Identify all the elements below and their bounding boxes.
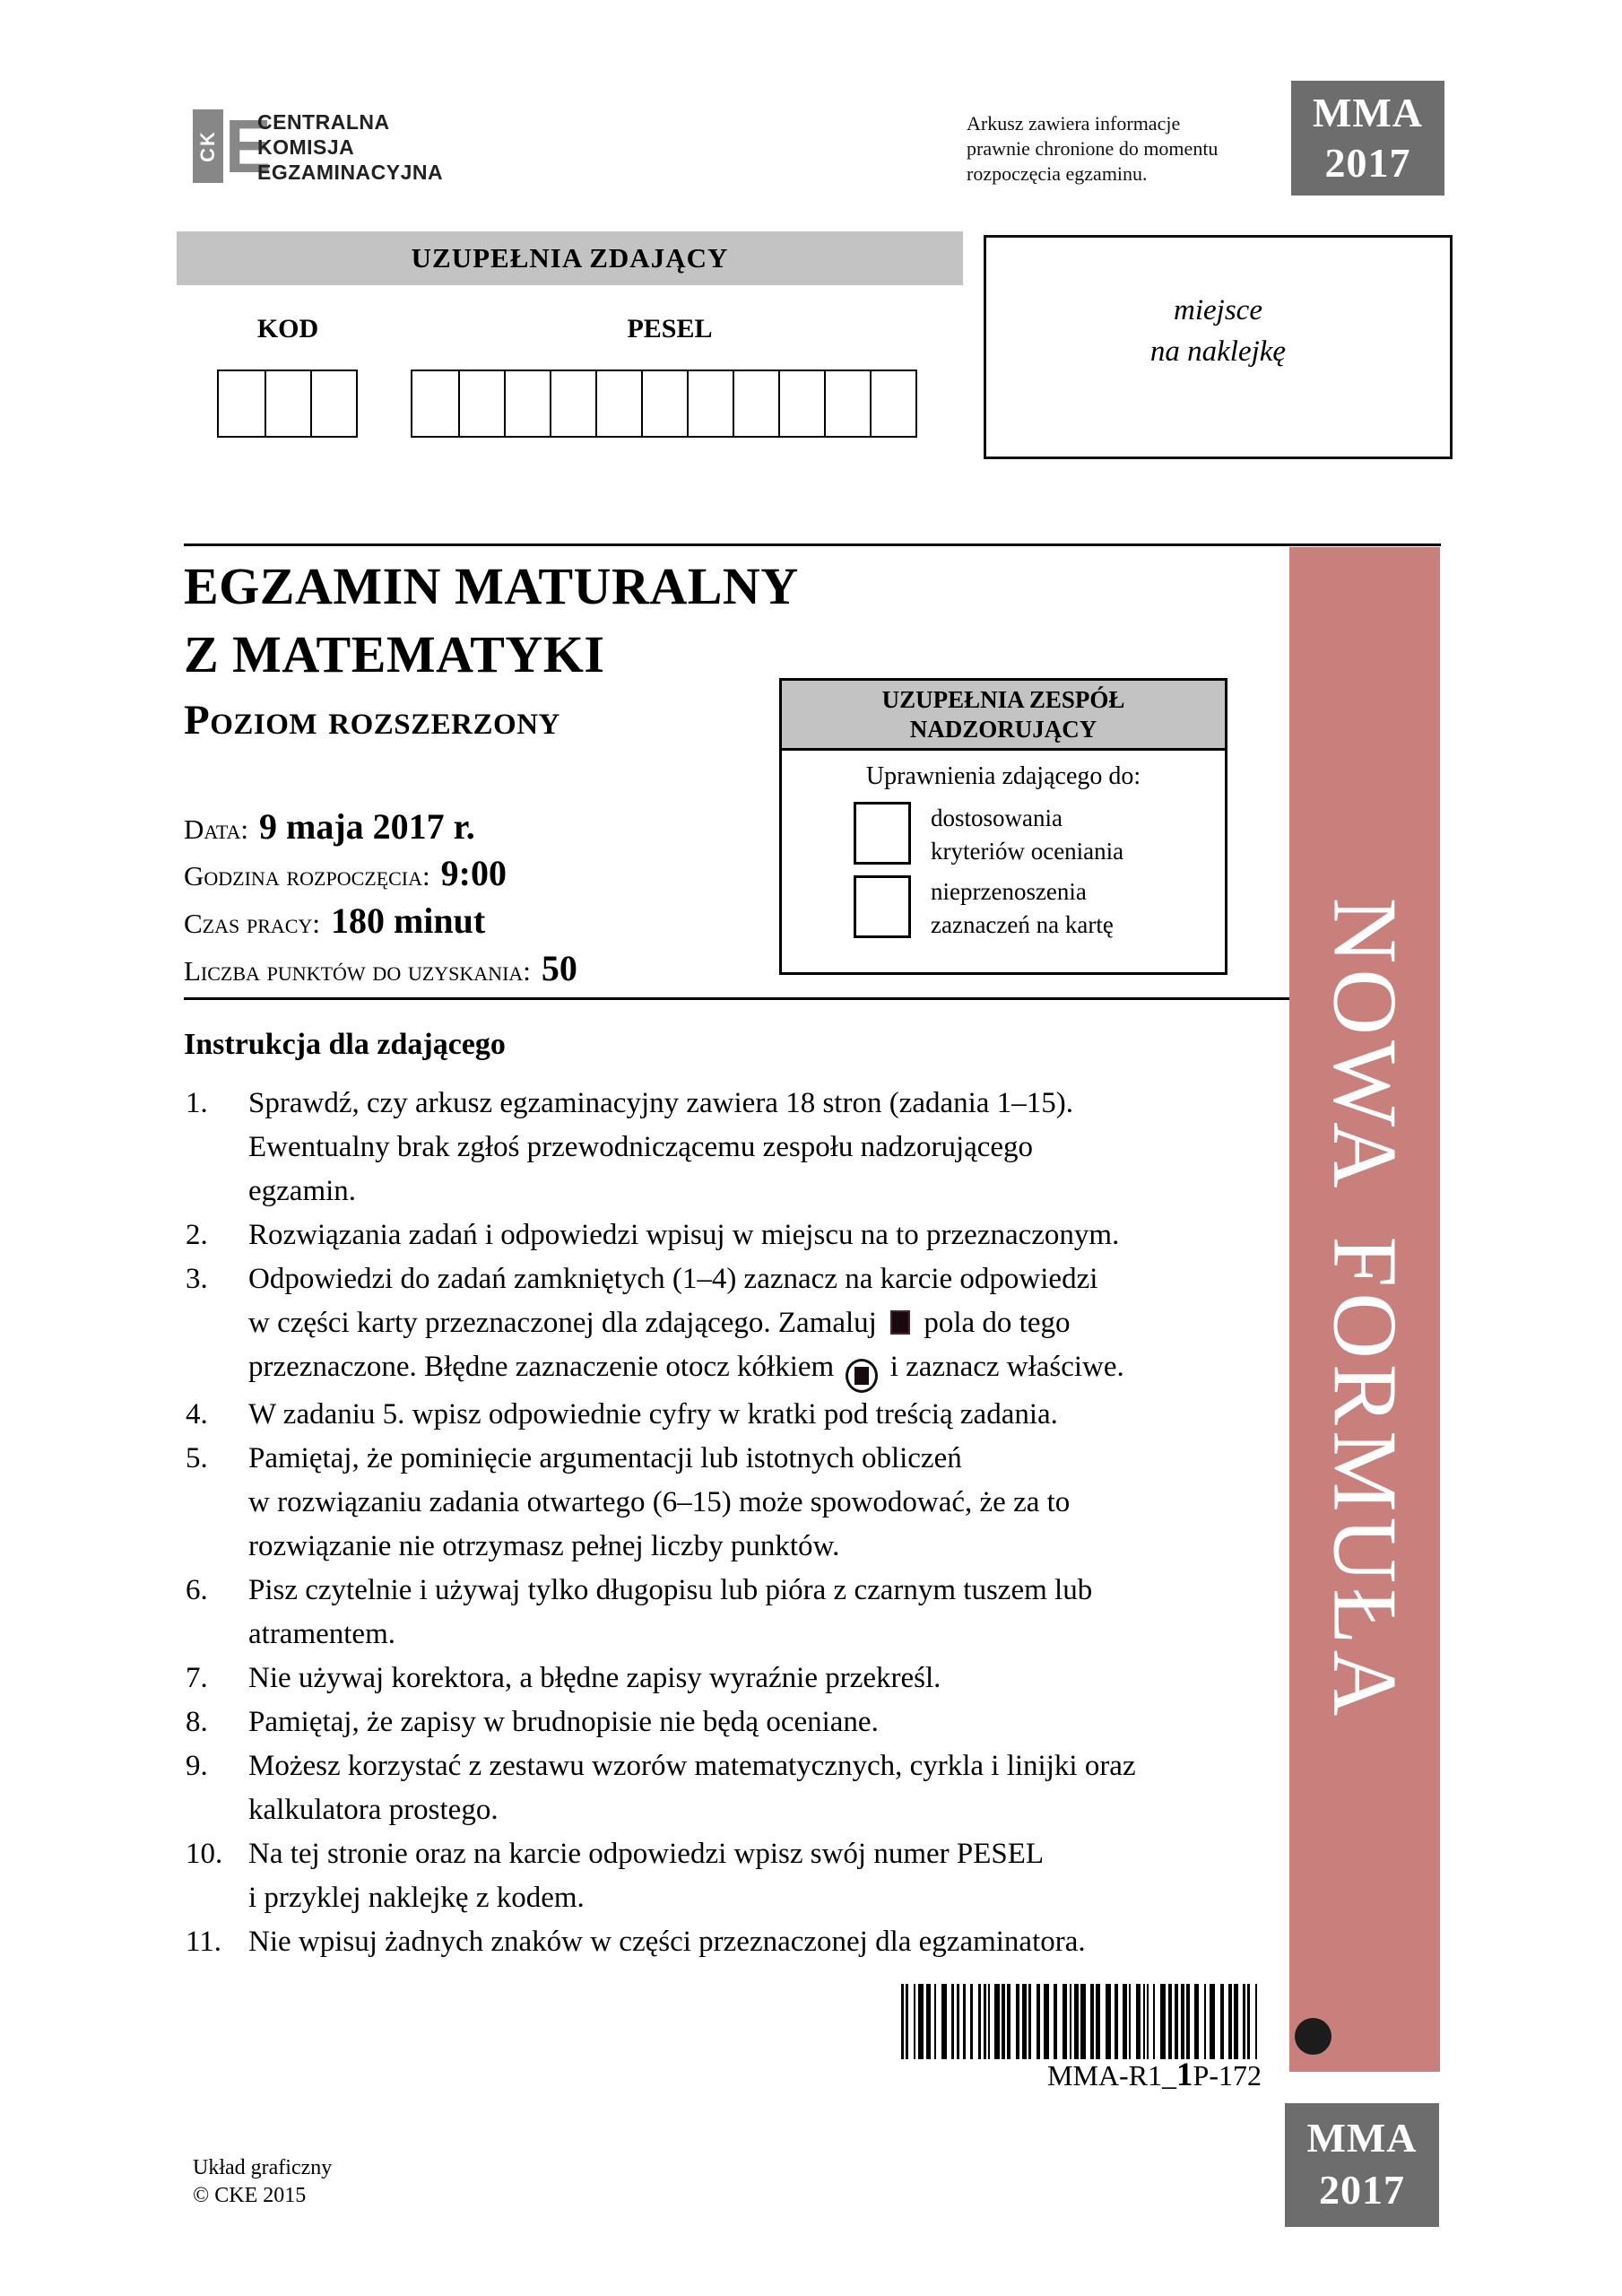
- badge-line: 2017: [1324, 140, 1411, 186]
- meta-value: 9:00: [440, 853, 507, 893]
- instruction-item: [184, 1744, 1300, 1832]
- sticker-text-line: miejsce: [1174, 294, 1262, 326]
- instruction-line: rozwiązanie nie otrzymasz pełnej liczby punktów.: [248, 1530, 840, 1562]
- legal-notice-line: Arkusz zawiera informacje: [967, 112, 1181, 135]
- pesel-cell[interactable]: [412, 371, 458, 436]
- meta-value: 180 minut: [330, 900, 486, 941]
- exam-title-line2: Z MATEMATYKI: [184, 625, 605, 683]
- instruction-item: [184, 1920, 1300, 1964]
- meta-label: Godzina rozpoczęcia:: [184, 860, 430, 891]
- instruction-number: 10.: [186, 1838, 223, 1870]
- option-label-line: dostosowania: [931, 804, 1063, 831]
- badge-line: MMA: [1306, 2115, 1418, 2161]
- instruction-number: 4.: [186, 1398, 208, 1431]
- option-label-line: kryteriów oceniania: [931, 838, 1124, 865]
- instruction-item: [184, 1569, 1300, 1657]
- instruction-number: 1.: [186, 1087, 208, 1119]
- option-row-nieprzenoszenia: [854, 875, 1225, 942]
- kod-cell[interactable]: [310, 371, 356, 436]
- instruction-line: Pamiętaj, że pominięcie argumentacji lub istotnych obliczeń: [248, 1442, 962, 1474]
- pesel-cell[interactable]: [458, 371, 504, 436]
- circled-square-inner: [854, 1367, 869, 1385]
- option-label-line: zaznaczeń na kartę: [931, 911, 1114, 938]
- pesel-cell[interactable]: [778, 371, 824, 436]
- nowa-formula-text: NOWA FORMUŁA: [1314, 897, 1416, 1722]
- meta-row-czas: [184, 900, 485, 942]
- exam-level: Poziom rozszerzony: [184, 697, 560, 744]
- meta-label: Data:: [184, 813, 249, 845]
- instruction-number: 11.: [186, 1926, 222, 1958]
- instruction-line: Nie wpisuj żadnych znaków w części przeznaczonej dla egzaminatora.: [248, 1926, 1086, 1958]
- instruction-item: [184, 1257, 1300, 1393]
- cke-logo-ck-text: CK: [196, 130, 219, 162]
- layout-credit-line: Układ graficzny: [193, 2156, 333, 2179]
- candidate-section-title: UZUPEŁNIA ZDAJĄCY: [411, 242, 729, 274]
- checkbox-dostosowania[interactable]: [854, 802, 911, 865]
- instruction-item: [184, 1700, 1300, 1744]
- kod-label: KOD: [256, 314, 319, 344]
- exam-code-badge-top: [1291, 81, 1444, 196]
- instruction-line: Rozwiązania zadań i odpowiedzi wpisuj w miejscu na to przeznaczonym.: [248, 1219, 1120, 1251]
- supervisor-header-line: UZUPEŁNIA ZESPÓŁ: [881, 686, 1125, 713]
- arkusz-code: [901, 2056, 1262, 2094]
- instructions-heading: Instrukcja dla zdającego: [184, 1028, 506, 1061]
- instruction-line: Pisz czytelnie i używaj tylko długopisu lub pióra z czarnym tuszem lub: [248, 1574, 1093, 1606]
- legal-notice-line: rozpoczęcia egzaminu.: [967, 162, 1148, 185]
- instruction-number: 6.: [186, 1574, 208, 1606]
- registration-dot: [1295, 2018, 1331, 2055]
- instruction-line: Ewentualny brak zgłoś przewodniczącemu zespołu nadzorującego: [248, 1131, 1034, 1163]
- legal-notice: [967, 111, 1218, 187]
- meta-row-godzina: [184, 852, 507, 894]
- pesel-cell[interactable]: [504, 371, 550, 436]
- filled-square-icon: [890, 1310, 910, 1335]
- arkusz-code-part: P-172: [1193, 2059, 1262, 2092]
- option-label: [931, 802, 1123, 868]
- instruction-line: atramentem.: [248, 1618, 396, 1650]
- arkusz-code-part: MMA-R1_: [1047, 2059, 1177, 2092]
- supervisor-section-header: [782, 681, 1225, 751]
- option-label-line: nieprzenoszenia: [931, 878, 1087, 905]
- instruction-line: przeznaczone. Błędne zaznaczenie otocz kółkiem i zaznacz właściwe.: [248, 1345, 1300, 1393]
- meta-label: Liczba punktów do uzyskania:: [184, 955, 531, 987]
- instruction-number: 3.: [186, 1263, 208, 1295]
- meta-value: 9 maja 2017 r.: [259, 806, 475, 847]
- badge-line: 2017: [1319, 2167, 1405, 2213]
- option-row-dostosowania: [854, 802, 1225, 868]
- pesel-cell[interactable]: [550, 371, 595, 436]
- instruction-line: i przyklej naklejkę z kodem.: [248, 1882, 585, 1914]
- instruction-number: 2.: [186, 1219, 208, 1251]
- meta-row-data: [184, 805, 475, 848]
- instruction-item: [184, 1082, 1300, 1213]
- instruction-item: [184, 1393, 1300, 1437]
- supervisor-section-box: [779, 678, 1227, 975]
- pesel-cell[interactable]: [687, 371, 733, 436]
- arkusz-code-part-bold: 1: [1176, 2057, 1193, 2093]
- instruction-line: Odpowiedzi do zadań zamkniętych (1–4) zaznacz na karcie odpowiedzi: [248, 1263, 1098, 1295]
- instruction-line: w części karty przeznaczonej dla zdającego. Zamaluj pola do tego: [248, 1307, 1071, 1339]
- organization-name: [257, 109, 443, 185]
- instruction-number: 9.: [186, 1750, 208, 1782]
- supervisor-intro: Uprawnienia zdającego do:: [865, 762, 1141, 790]
- instruction-item: [184, 1657, 1300, 1700]
- supervisor-header-line: NADZORUJĄCY: [909, 716, 1097, 743]
- horizontal-rule-top: [184, 544, 1441, 546]
- instruction-line: Na tej stronie oraz na karcie odpowiedzi wpisz swój numer PESEL: [248, 1838, 1045, 1870]
- instruction-line: w rozwiązaniu zadania otwartego (6–15) może spowodować, że za to: [248, 1486, 1071, 1518]
- nowa-formula-sidebar: [1289, 547, 1440, 2072]
- sticker-text-line: na naklejkę: [1149, 335, 1287, 368]
- meta-label: Czas pracy:: [184, 908, 320, 939]
- pesel-cell[interactable]: [824, 371, 870, 436]
- exam-title-line1: EGZAMIN MATURALNY: [184, 557, 799, 615]
- pesel-cell[interactable]: [641, 371, 687, 436]
- cke-logo: [193, 104, 272, 188]
- instruction-line: Nie używaj korektora, a błędne zapisy wyraźnie przekreśl.: [248, 1662, 941, 1694]
- barcode: [901, 1984, 1262, 2059]
- meta-row-punkty: [184, 947, 577, 989]
- org-name-line: KOMISJA: [257, 135, 355, 159]
- org-name-line: EGZAMINACYJNA: [257, 161, 444, 184]
- instruction-line: kalkulatora prostego.: [248, 1794, 499, 1826]
- instruction-line: egzamin.: [248, 1175, 357, 1207]
- pesel-cells: [411, 370, 917, 438]
- layout-credit-line: © CKE 2015: [193, 2184, 307, 2207]
- instruction-number: 5.: [186, 1442, 208, 1474]
- instruction-item: [184, 1832, 1300, 1920]
- horizontal-rule-mid: [184, 997, 1289, 1000]
- instruction-item: [184, 1437, 1300, 1569]
- pesel-cell[interactable]: [733, 371, 778, 436]
- instruction-line: Pamiętaj, że zapisy w brudnopisie nie będą oceniane.: [248, 1706, 879, 1738]
- pesel-label: PESEL: [627, 314, 713, 344]
- instruction-line: W zadaniu 5. wpisz odpowiednie cyfry w kratki pod treścią zadania.: [248, 1398, 1058, 1431]
- pesel-cell[interactable]: [870, 371, 915, 436]
- instruction-list: [184, 1082, 1300, 1964]
- option-label: [931, 875, 1114, 942]
- kod-cells: [217, 370, 358, 438]
- cke-logo-square: [193, 109, 223, 183]
- cke-logo-e-glyph: E: [225, 104, 272, 188]
- org-name-line: CENTRALNA: [257, 110, 390, 134]
- instruction-line: Możesz korzystać z zestawu wzorów matematycznych, cyrkla i linijki oraz: [248, 1750, 1136, 1782]
- badge-line: MMA: [1312, 90, 1424, 135]
- kod-cell[interactable]: [219, 371, 265, 436]
- kod-cell[interactable]: [265, 371, 310, 436]
- instruction-item: [184, 1213, 1300, 1257]
- candidate-section-header: [177, 231, 963, 285]
- circled-square-icon: [846, 1359, 878, 1393]
- pesel-cell[interactable]: [595, 371, 641, 436]
- exam-code-badge-bottom: [1285, 2103, 1439, 2227]
- instruction-line: Sprawdź, czy arkusz egzaminacyjny zawiera 18 stron (zadania 1–15).: [248, 1087, 1073, 1119]
- meta-value: 50: [541, 948, 577, 988]
- legal-notice-line: prawnie chronione do momentu: [967, 137, 1219, 160]
- instruction-number: 7.: [186, 1662, 208, 1694]
- barcode-space: [1257, 1984, 1260, 2059]
- layout-credit: [193, 2154, 332, 2210]
- sticker-placeholder-box[interactable]: [984, 235, 1453, 459]
- checkbox-nieprzenoszenia[interactable]: [854, 875, 911, 938]
- instruction-number: 8.: [186, 1706, 208, 1738]
